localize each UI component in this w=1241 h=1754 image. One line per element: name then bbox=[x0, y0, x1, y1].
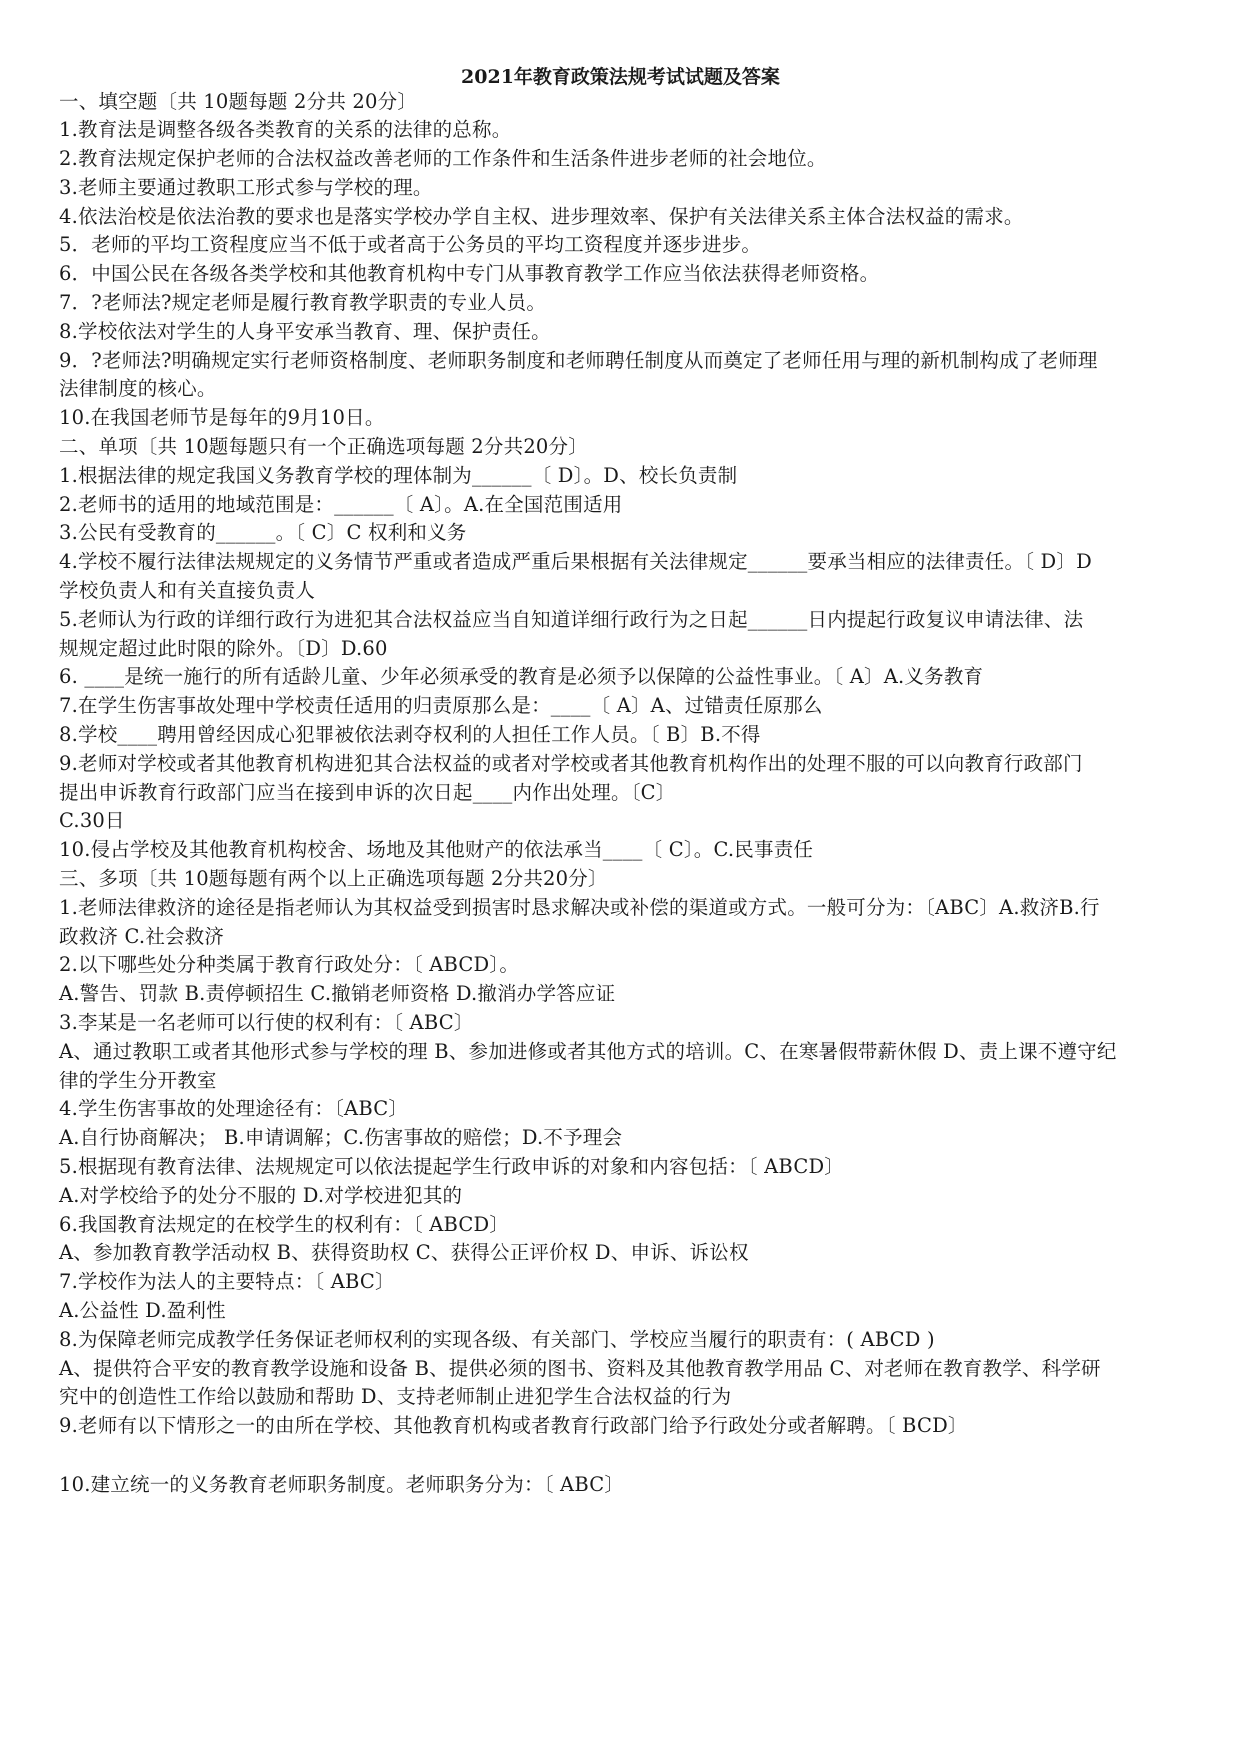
text-line: 5.根据现有教育法律、法规规定可以依法提起学生行政申诉的对象和内容包括：〔 ABCD〕 bbox=[59, 1155, 844, 1178]
text-line: 10.侵占学校及其他教育机构校舍、场地及其他财产的依法承当____〔 C〕。C.民事责任 bbox=[59, 838, 814, 861]
text-line: 7.在学生伤害事故处理中学校责任适用的归责原那么是：____〔 A〕A、过错责任原那么 bbox=[59, 694, 823, 717]
section-heading-fill-in: 一、填空题〔共 10题每题 2分共 20分〕 bbox=[59, 90, 418, 113]
text-line: 5．老师的平均工资程度应当不低于或者高于公务员的平均工资程度并逐步进步。 bbox=[59, 233, 762, 256]
text-line: 1.教育法是调整各级各类教育的关系的法律的总称。 bbox=[59, 118, 512, 141]
text-line: 8.学校依法对学生的人身平安承当教育、理、保护责任。 bbox=[59, 320, 551, 343]
text-line: 6．中国公民在各级各类学校和其他教育机构中专门从事教育教学工作应当依法获得老师资格。 bbox=[59, 262, 880, 285]
section-heading-multiple-choice: 三、多项〔共 10题每题有两个以上正确选项每题 2分共20分〕 bbox=[59, 867, 608, 890]
text-line: A、参加教育教学活动权 B、获得资助权 C、获得公正评价权 D、申诉、诉讼权 bbox=[59, 1241, 749, 1264]
text-line: 规规定超过此时限的除外。〔D〕D.60 bbox=[59, 637, 388, 660]
document-title: 2021年教育政策法规考试试题及答案 bbox=[461, 66, 780, 88]
text-line: C.30日 bbox=[59, 809, 125, 832]
text-line: A.警告、罚款 B.责停顿招生 C.撤销老师资格 D.撤消办学答应证 bbox=[59, 982, 616, 1005]
text-line: 3.老师主要通过教职工形式参与学校的理。 bbox=[59, 176, 433, 199]
text-line: 7.学校作为法人的主要特点：〔 ABC〕 bbox=[59, 1270, 395, 1293]
text-line: 律的学生分开教室 bbox=[59, 1069, 217, 1092]
text-line: 2.以下哪些处分种类属于教育行政处分：〔 ABCD〕。 bbox=[59, 953, 520, 976]
text-line: 法律制度的核心。 bbox=[59, 377, 217, 400]
text-line: 政救济 C.社会救济 bbox=[59, 925, 225, 948]
text-line: 学校负责人和有关直接负责人 bbox=[59, 579, 316, 602]
text-line: 提出申诉教育行政部门应当在接到申诉的次日起____内作出处理。〔C〕 bbox=[59, 781, 676, 804]
text-line: 9．?老师法?明确规定实行老师资格制度、老师职务制度和老师聘任制度从而奠定了老师任用与理的新机制构成了老师理 bbox=[59, 349, 1098, 372]
text-line: 6. ____是统一施行的所有适龄儿童、少年必须承受的教育是必须予以保障的公益性事业。〔 A〕A.义务教育 bbox=[59, 665, 984, 688]
text-line: 4.学生伤害事故的处理途径有：〔ABC〕 bbox=[59, 1097, 409, 1120]
text-line: 5.老师认为行政的详细行政行为进犯其合法权益应当自知道详细行政行为之日起______日内提起行政复议申请法律、法 bbox=[59, 608, 1084, 631]
text-line: 9.老师有以下情形之一的由所在学校、其他教育机构或者教育行政部门给予行政处分或者解聘。〔 BCD〕 bbox=[59, 1414, 968, 1437]
text-line: 2.老师书的适用的地域范围是：______〔 A〕。A.在全国范围适用 bbox=[59, 493, 623, 516]
text-line: 8.为保障老师完成教学任务保证老师权利的实现各级、有关部门、学校应当履行的职责有：( ABCD ) bbox=[59, 1328, 935, 1351]
section-heading-single-choice: 二、单项〔共 10题每题只有一个正确选项每题 2分共20分〕 bbox=[59, 435, 588, 458]
text-line: 2.教育法规定保护老师的合法权益改善老师的工作条件和生活条件进步老师的社会地位。 bbox=[59, 147, 827, 170]
text-line: 8.学校____聘用曾经因成心犯罪被依法剥夺权利的人担任工作人员。〔 B〕B.不得 bbox=[59, 723, 761, 746]
text-line: A、通过教职工或者其他形式参与学校的理 B、参加进修或者其他方式的培训。C、在寒暑假带薪休假 D、责上课不遵守纪 bbox=[59, 1040, 1117, 1063]
text-line: 1.老师法律救济的途径是指老师认为其权益受到损害时恳求解决或补偿的渠道或方式。一般可分为：〔ABC〕A.救济B.行 bbox=[59, 896, 1100, 919]
text-line: A、提供符合平安的教育教学设施和设备 B、提供必须的图书、资料及其他教育教学用品 C、对老师在教育教学、科学研 bbox=[59, 1357, 1101, 1380]
text-line: 9.老师对学校或者其他教育机构进犯其合法权益的或者对学校或者其他教育机构作出的处理不服的可以向教育行政部门 bbox=[59, 752, 1083, 775]
text-line: 10.建立统一的义务教育老师职务制度。老师职务分为：〔 ABC〕 bbox=[59, 1473, 625, 1496]
text-line: 6.我国教育法规定的在校学生的权利有：〔 ABCD〕 bbox=[59, 1213, 510, 1236]
text-line: 4.学校不履行法律法规规定的义务情节严重或者造成严重后果根据有关法律规定______要承当相应的法律责任。〔 D〕D bbox=[59, 550, 1092, 573]
text-line: A.自行协商解决； B.申请调解；C.伤害事故的赔偿；D.不予理会 bbox=[59, 1126, 623, 1149]
text-line: A.对学校给予的处分不服的 D.对学校进犯其的 bbox=[59, 1184, 463, 1207]
text-line: 7．?老师法?规定老师是履行教育教学职责的专业人员。 bbox=[59, 291, 547, 314]
text-line: 3.公民有受教育的______。〔 C〕C 权利和义务 bbox=[59, 521, 467, 544]
text-line: A.公益性 D.盈利性 bbox=[59, 1299, 226, 1322]
text-line: 1.根据法律的规定我国义务教育学校的理体制为______〔 D〕。D、校长负责制 bbox=[59, 464, 738, 487]
text-line: 10.在我国老师节是每年的9月10日。 bbox=[59, 406, 385, 429]
text-line: 究中的创造性工作给以鼓励和帮助 D、支持老师制止进犯学生合法权益的行为 bbox=[59, 1385, 732, 1408]
text-line: 4.依法治校是依法治教的要求也是落实学校办学自主权、进步理效率、保护有关法律关系主体合法权益的需求。 bbox=[59, 205, 1024, 228]
text-line: 3.李某是一名老师可以行使的权利有：〔 ABC〕 bbox=[59, 1011, 474, 1034]
